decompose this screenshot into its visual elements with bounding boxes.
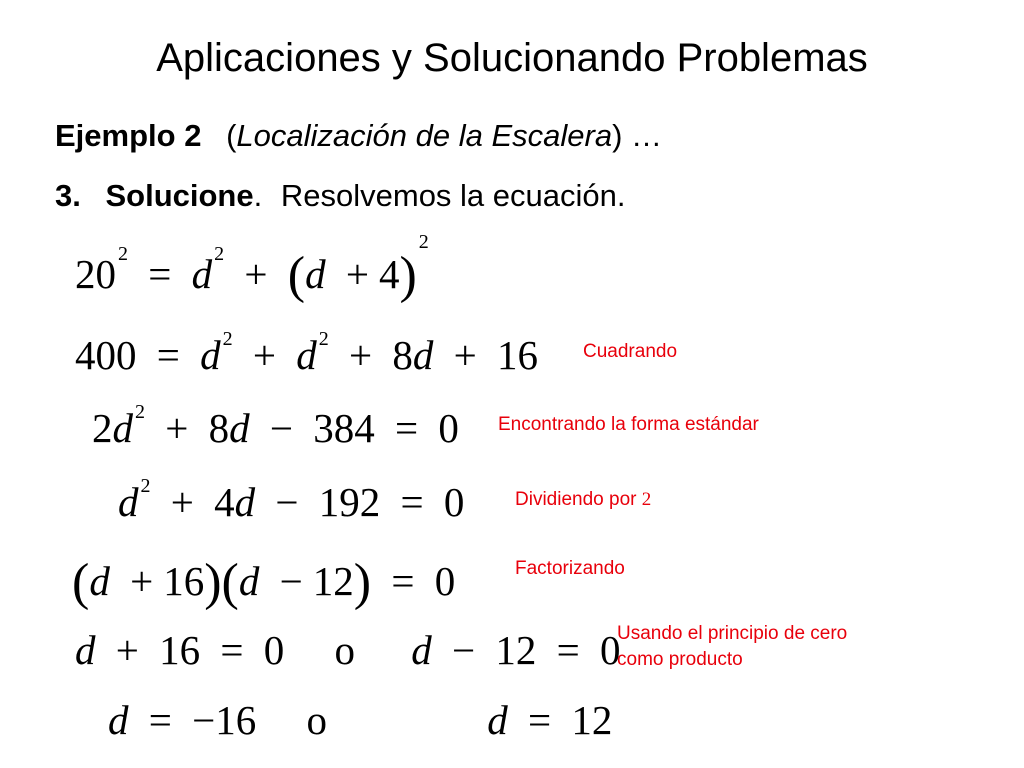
eq5-right-paren2: ) — [353, 554, 372, 611]
note-dividing-text: Dividiendo por — [515, 489, 642, 510]
eq2-plus: + — [252, 332, 276, 378]
eq1-var-d: d — [191, 251, 213, 297]
eq5-var-d2: d — [238, 558, 260, 604]
eq6-or: o — [334, 627, 355, 673]
eq7-value: −16 — [192, 697, 257, 743]
eq1-right-paren: ) — [399, 247, 417, 304]
equation-3 — [92, 401, 459, 451]
eq7-var-d2: d — [487, 697, 508, 743]
eq5-plus: + — [130, 558, 154, 604]
eq6-zero2: 0 — [600, 627, 621, 673]
eq7-equals2: = — [528, 697, 552, 743]
eq5-minus: − — [279, 558, 303, 604]
step-number: 3. — [55, 178, 81, 213]
eq1-var-d2: d — [305, 251, 326, 297]
eq5-var-d: d — [89, 558, 110, 604]
eq2-exp2: 2 — [318, 328, 329, 350]
eq4-minus: − — [275, 479, 299, 525]
eq3-var-d2: d — [229, 405, 250, 451]
eq6-var-d2: d — [411, 627, 432, 673]
eq3-plus: + — [165, 405, 189, 451]
eq1-exp2: 2 — [214, 243, 225, 265]
eq7-var-d: d — [108, 697, 129, 743]
eq6-equals: = — [220, 627, 244, 673]
eq5-equals: = — [391, 558, 415, 604]
eq5-left-paren: ( — [72, 554, 90, 611]
eq2-const-16: 16 — [497, 332, 538, 378]
example-label: Ejemplo 2 — [55, 118, 202, 153]
eq2-equals: = — [156, 332, 180, 378]
equation-1 — [75, 231, 429, 304]
eq4-const-192: 192 — [318, 479, 381, 525]
eq3-const-384: 384 — [313, 405, 375, 451]
eq2-exp: 2 — [222, 328, 233, 350]
eq6-minus: − — [452, 627, 476, 673]
eq1-exp: 2 — [118, 243, 128, 265]
eq3-exp: 2 — [135, 401, 145, 423]
eq1-plus2: + — [345, 251, 369, 297]
eq6-var-d: d — [75, 627, 96, 673]
eq2-coef-8: 8 — [392, 332, 413, 378]
step-label: Solucione — [105, 178, 254, 213]
eq1-equals: = — [148, 251, 172, 297]
eq6-equals2: = — [556, 627, 580, 673]
eq5-right-paren: ) — [204, 554, 222, 611]
equation-5 — [72, 554, 456, 611]
eq4-plus: + — [170, 479, 194, 525]
eq3-coef-8: 8 — [208, 405, 230, 451]
eq2-lhs: 400 — [75, 332, 137, 378]
eq7-equals: = — [148, 697, 172, 743]
eq6-zero: 0 — [263, 627, 285, 673]
eq1-exp3: 2 — [418, 231, 429, 253]
eq4-var-d2: d — [234, 479, 256, 525]
eq5-const-12: 12 — [312, 558, 354, 604]
eq2-plus3: + — [453, 332, 477, 378]
eq2-var-d3: d — [412, 332, 434, 378]
eq6-plus: + — [115, 627, 139, 673]
note-standard-form: Encontrando la forma estándar — [498, 414, 759, 435]
eq4-equals: = — [400, 479, 424, 525]
example-paren-open: ( — [226, 118, 237, 153]
eq1-base: 20 — [75, 251, 116, 297]
eq5-zero: 0 — [434, 558, 456, 604]
eq3-var-d: d — [112, 405, 133, 451]
eq6-const-16: 16 — [159, 627, 201, 673]
equation-7 — [108, 697, 613, 743]
eq2-var-d: d — [200, 332, 221, 378]
eq4-zero: 0 — [443, 479, 465, 525]
example-heading — [55, 118, 662, 154]
example-topic: Localización de la Escalera — [236, 118, 613, 153]
eq7-or: o — [306, 697, 327, 743]
example-paren-close: ) … — [612, 118, 662, 153]
eq4-exp: 2 — [140, 475, 151, 497]
eq6-const-12: 12 — [495, 627, 537, 673]
eq2-plus2: + — [349, 332, 373, 378]
note-squaring: Cuadrando — [583, 341, 678, 362]
eq7-value2: 12 — [571, 697, 613, 743]
step-line — [55, 178, 626, 214]
eq3-zero: 0 — [438, 405, 459, 451]
eq5-left-paren2: ( — [221, 554, 239, 611]
step-period: . — [253, 178, 263, 213]
eq2-var-d2: d — [296, 332, 317, 378]
eq5-const-16: 16 — [163, 558, 205, 604]
slide-title: Aplicaciones y Solucionando Problemas — [156, 36, 868, 80]
note-factoring: Factorizando — [515, 558, 625, 579]
eq3-coef-2: 2 — [92, 405, 113, 451]
equation-4 — [118, 475, 465, 525]
note-dividing-number: 2 — [641, 489, 652, 510]
equation-2 — [75, 328, 538, 378]
eq3-equals: = — [395, 405, 419, 451]
equation-6 — [75, 627, 621, 673]
note-dividing — [515, 487, 651, 513]
eq1-left-paren: ( — [287, 247, 306, 304]
step-text: Resolvemos la ecuación. — [280, 178, 626, 213]
eq1-four: 4 — [378, 251, 400, 297]
eq4-var-d: d — [118, 479, 139, 525]
eq4-coef-4: 4 — [214, 479, 235, 525]
note-zero-product-line2: como producto — [617, 648, 743, 670]
note-zero-product-line1: Usando el principio de cero — [617, 623, 848, 644]
note-zero-product — [617, 621, 847, 672]
eq1-plus: + — [244, 251, 268, 297]
eq3-minus: − — [269, 405, 293, 451]
